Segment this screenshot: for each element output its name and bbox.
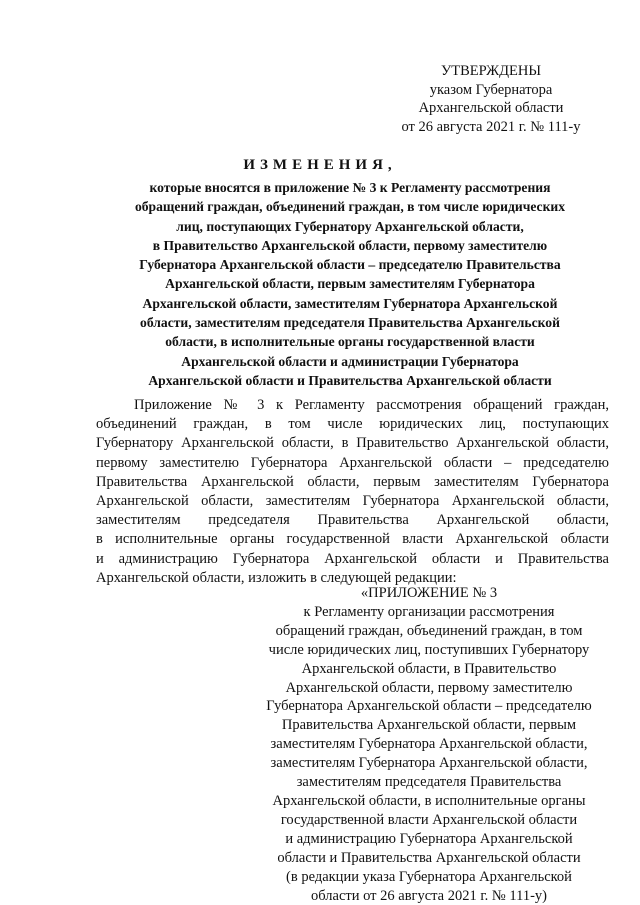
subtitle-line: области, заместителям председателя Правительства Архангельской	[140, 315, 560, 331]
subtitle-line: обращений граждан, объединений граждан, в том числе юридических	[134, 199, 566, 215]
appendix-line: обращений граждан, объединений граждан, в том	[275, 622, 583, 639]
appendix-line: заместителям Губернатора Архангельской области,	[270, 755, 588, 772]
body-line: заместителям председателя Правительства Архангельской области,	[96, 512, 609, 529]
subtitle-line: в Правительство Архангельской области, первому заместителю	[152, 237, 548, 253]
body-line: первому заместителю Губернатора Архангельской области – председателю	[96, 454, 609, 471]
body-line: объединений граждан, в том числе юридических лиц, поступающих	[96, 416, 609, 433]
body-line: Приложение № 3 к Регламенту рассмотрения обращений граждан,	[134, 397, 609, 413]
approval-line: указом Губернатора	[429, 81, 553, 98]
appendix-line: области от 26 августа 2021 г. № 111-у)	[311, 887, 547, 904]
document-title: ИЗМЕНЕНИЯ,	[243, 157, 397, 173]
appendix-line: области и Правительства Архангельской области	[277, 849, 581, 866]
approval-line: Архангельской области	[418, 100, 564, 116]
appendix-line: Архангельской области, в Правительство	[301, 660, 557, 677]
subtitle-line: лиц, поступающих Губернатору Архангельской области,	[176, 218, 524, 234]
subtitle-line: Архангельской области, первым заместителям Губернатора	[165, 276, 535, 292]
appendix-line: «ПРИЛОЖЕНИЕ № 3	[360, 585, 498, 601]
body-line: Архангельской области, изложить в следующей редакции:	[96, 569, 457, 586]
appendix-heading	[248, 584, 610, 905]
appendix-line: заместителям Губернатора Архангельской области,	[270, 736, 588, 753]
document-subtitle	[96, 178, 604, 390]
body-paragraph	[96, 396, 609, 588]
body-line: в исполнительные органы государственной власти Архангельской области	[96, 531, 609, 548]
subtitle-line: Губернатора Архангельской области – председателю Правительства	[139, 257, 561, 273]
appendix-line: Архангельской области, первому заместителю	[285, 679, 573, 696]
appendix-line: государственной власти Архангельской области	[280, 811, 578, 828]
approval-line: от 26 августа 2021 г. № 111-у	[401, 118, 581, 135]
subtitle-line: Архангельской области, заместителям Губернатора Архангельской	[142, 295, 558, 311]
subtitle-line: которые вносятся в приложение № 3 к Регламенту рассмотрения	[149, 180, 551, 195]
appendix-line: Правительства Архангельской области, первым	[281, 717, 577, 734]
appendix-line: Губернатора Архангельской области – председателю	[266, 698, 592, 715]
appendix-line: заместителям председателя Правительства	[296, 774, 562, 791]
body-line: Губернатору Архангельской области, в Правительство Архангельской области,	[96, 435, 609, 452]
subtitle-line: области, в исполнительные органы государственной власти	[165, 334, 535, 350]
body-line: и администрацию Губернатора Архангельской области и Правительства	[96, 550, 609, 567]
approval-line: УТВЕРЖДЕНЫ	[440, 63, 542, 79]
appendix-line: числе юридических лиц, поступивших Губернатору	[268, 641, 590, 658]
appendix-line: Архангельской области, в исполнительные органы	[272, 792, 586, 809]
body-line: Архангельской области, заместителям Губернатора Архангельской области,	[96, 493, 609, 510]
subtitle-line: Архангельской области и Правительства Архангельской области	[148, 372, 552, 388]
appendix-line: (в редакции указа Губернатора Архангельской	[286, 868, 572, 885]
subtitle-line: Архангельской области и администрации Губернатора	[181, 353, 519, 369]
appendix-line: к Регламенту организации рассмотрения	[303, 603, 555, 620]
body-line: Правительства Архангельской области, первым заместителям Губернатора	[96, 473, 609, 490]
appendix-line: и администрацию Губернатора Архангельской	[285, 830, 573, 847]
approval-stamp	[368, 62, 614, 136]
